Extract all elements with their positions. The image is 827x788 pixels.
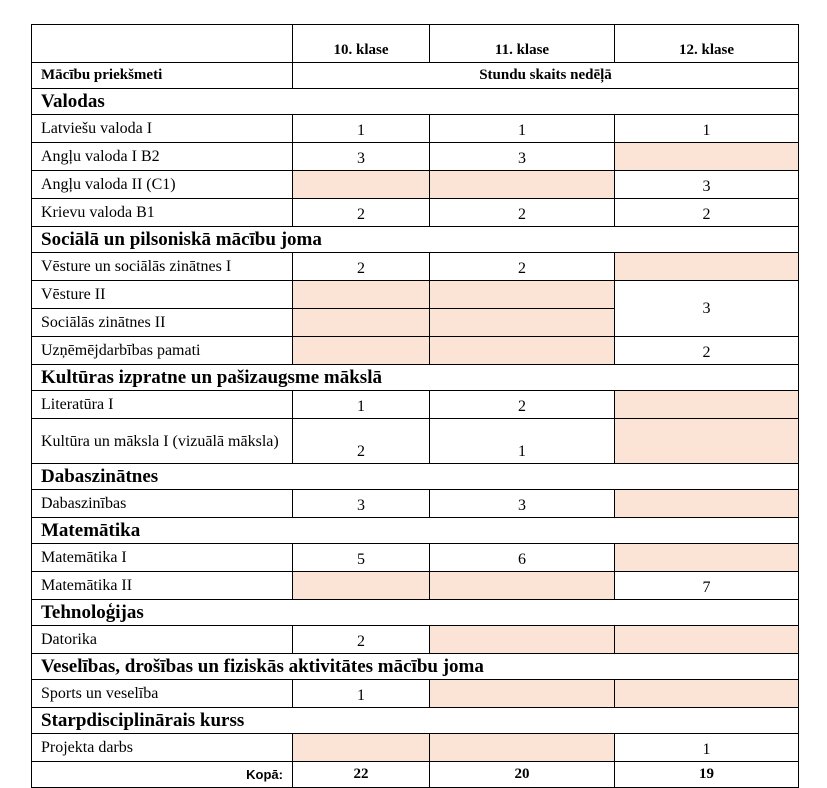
hours-cell: 1 (293, 391, 430, 419)
hours-cell-shaded (293, 337, 430, 365)
subject-name: Sociālās zinātnes II (32, 309, 293, 337)
hours-cell-shaded (430, 337, 615, 365)
subject-name: Angļu valoda II (C1) (32, 171, 293, 199)
table-row (32, 143, 799, 171)
section-row (32, 89, 799, 115)
subject-name: Dabaszinības (32, 490, 293, 518)
header-empty-cell (32, 25, 293, 63)
hours-cell-shaded (430, 309, 615, 337)
section-title-health: Veselības, drošības un fiziskās aktivitātes mācību joma (32, 654, 799, 680)
hours-cell-shaded (430, 572, 615, 600)
subject-name: Datorika (32, 626, 293, 654)
hours-cell-shaded (615, 253, 799, 281)
hours-cell: 3 (293, 490, 430, 518)
table-row (32, 490, 799, 518)
table-row (32, 171, 799, 199)
hours-cell-shaded (615, 143, 799, 171)
subject-name: Matemātika II (32, 572, 293, 600)
table-row (32, 419, 799, 464)
hours-cell: 1 (430, 115, 615, 143)
table-row (32, 734, 799, 762)
hours-cell: 2 (293, 626, 430, 654)
hours-cell-shaded (615, 391, 799, 419)
subject-name: Kultūra un māksla I (vizuālā māksla) (32, 419, 293, 464)
section-title-technologies: Tehnoloģijas (32, 600, 799, 626)
table-row (32, 544, 799, 572)
hours-cell: 7 (615, 572, 799, 600)
hours-cell: 3 (430, 143, 615, 171)
hours-cell: 6 (430, 544, 615, 572)
grade-header-row (32, 25, 799, 63)
table-row (32, 626, 799, 654)
hours-cell-shaded (430, 281, 615, 309)
table-row (32, 391, 799, 419)
section-title-social: Sociālā un pilsoniskā mācību joma (32, 227, 799, 253)
subject-header-row (32, 63, 799, 89)
hours-cell-shaded (293, 171, 430, 199)
total-grade-11: 20 (430, 762, 615, 788)
hours-cell-merged: 3 (615, 281, 799, 337)
section-row (32, 654, 799, 680)
hours-cell: 3 (293, 143, 430, 171)
hours-cell: 2 (430, 253, 615, 281)
subject-name: Matemātika I (32, 544, 293, 572)
hours-cell-shaded (430, 734, 615, 762)
subject-name: Vēsture II (32, 281, 293, 309)
weekly-hours-header: Stundu skaits nedēļā (293, 63, 799, 89)
table-row (32, 253, 799, 281)
hours-cell: 2 (293, 419, 430, 464)
hours-cell: 1 (293, 115, 430, 143)
hours-cell: 1 (293, 680, 430, 708)
hours-cell-shaded (615, 490, 799, 518)
hours-cell: 2 (293, 253, 430, 281)
hours-cell-shaded (293, 734, 430, 762)
subjects-column-header: Mācību priekšmeti (32, 63, 293, 89)
section-title-sciences: Dabaszinātnes (32, 464, 799, 490)
section-title-culture: Kultūras izpratne un pašizaugsme mākslā (32, 365, 799, 391)
hours-cell: 1 (430, 419, 615, 464)
section-title-languages: Valodas (32, 89, 799, 115)
subject-name: Latviešu valoda I (32, 115, 293, 143)
grade-11-header: 11. klase (430, 25, 615, 63)
hours-cell: 3 (430, 490, 615, 518)
section-title-math: Matemātika (32, 518, 799, 544)
totals-label: Kopā: (32, 762, 293, 788)
table-row (32, 281, 799, 309)
hours-cell-shaded (430, 171, 615, 199)
subject-name: Sports un veselība (32, 680, 293, 708)
table-row (32, 337, 799, 365)
hours-cell: 2 (293, 199, 430, 227)
hours-cell-shaded (615, 419, 799, 464)
subject-name: Uzņēmējdarbības pamati (32, 337, 293, 365)
subject-name: Krievu valoda B1 (32, 199, 293, 227)
section-row (32, 708, 799, 734)
hours-cell: 2 (615, 337, 799, 365)
hours-cell-shaded (293, 309, 430, 337)
hours-cell: 5 (293, 544, 430, 572)
study-hours-table (31, 24, 799, 788)
hours-cell: 2 (430, 199, 615, 227)
totals-row (32, 762, 799, 788)
grade-12-header: 12. klase (615, 25, 799, 63)
hours-cell-shaded (430, 680, 615, 708)
section-row (32, 227, 799, 253)
total-grade-10: 22 (293, 762, 430, 788)
hours-cell: 2 (430, 391, 615, 419)
grade-10-header: 10. klase (293, 25, 430, 63)
total-grade-12: 19 (615, 762, 799, 788)
hours-cell-shaded (293, 281, 430, 309)
section-row (32, 600, 799, 626)
table-row (32, 572, 799, 600)
section-title-interdisciplinary: Starpdisciplinārais kurss (32, 708, 799, 734)
section-row (32, 365, 799, 391)
section-row (32, 518, 799, 544)
section-row (32, 464, 799, 490)
subject-name: Vēsture un sociālās zinātnes I (32, 253, 293, 281)
hours-cell-shaded (430, 626, 615, 654)
hours-cell-shaded (293, 572, 430, 600)
hours-cell: 2 (615, 199, 799, 227)
table-row (32, 680, 799, 708)
subject-name: Literatūra I (32, 391, 293, 419)
subject-name: Projekta darbs (32, 734, 293, 762)
table-row (32, 115, 799, 143)
hours-cell-shaded (615, 544, 799, 572)
table-row (32, 199, 799, 227)
hours-cell-shaded (615, 626, 799, 654)
hours-cell: 1 (615, 734, 799, 762)
hours-cell: 1 (615, 115, 799, 143)
hours-cell: 3 (615, 171, 799, 199)
subject-name: Angļu valoda I B2 (32, 143, 293, 171)
hours-cell-shaded (615, 680, 799, 708)
